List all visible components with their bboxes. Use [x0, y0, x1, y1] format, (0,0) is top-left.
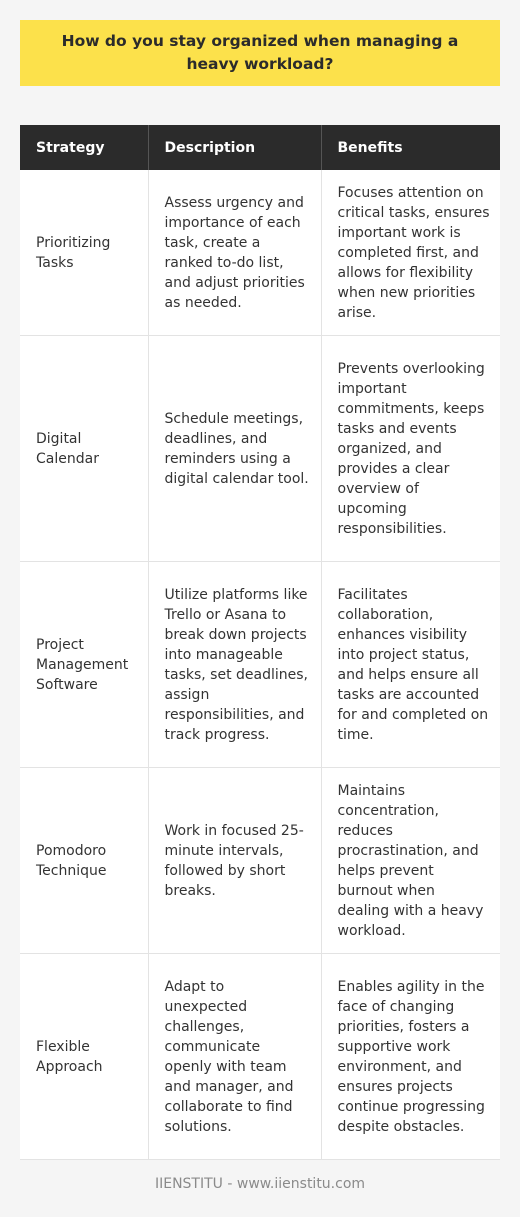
description-cell: Assess urgency and importance of each task, create a ranked to-do list, and adjust priorities as needed. — [148, 170, 321, 336]
table-row — [20, 954, 500, 1160]
strategy-cell: Flexible Approach — [20, 954, 148, 1160]
benefits-cell: Maintains concentration, reduces procrastination, and helps prevent burnout when dealing with a heavy workload. — [321, 768, 500, 954]
description-cell: Schedule meetings, deadlines, and reminders using a digital calendar tool. — [148, 336, 321, 562]
table-row — [20, 768, 500, 954]
benefits-cell: Facilitates collaboration, enhances visibility into project status, and helps ensure all tasks are accounted for and completed on time. — [321, 562, 500, 768]
description-cell: Work in focused 25-minute intervals, followed by short breaks. — [148, 768, 321, 954]
header-description: Description — [148, 125, 321, 170]
table-header-row — [20, 125, 500, 170]
description-cell: Adapt to unexpected challenges, communicate openly with team and manager, and collaborate to find solutions. — [148, 954, 321, 1160]
footer-credit: IIENSTITU - www.iienstitu.com — [154, 1176, 366, 1192]
benefits-cell: Enables agility in the face of changing priorities, fosters a supportive work environment, and ensures projects continue progressing despite obstacles. — [321, 954, 500, 1160]
table-row — [20, 336, 500, 562]
benefits-cell: Prevents overlooking important commitments, keeps tasks and events organized, and provides a clear overview of upcoming responsibilities. — [321, 336, 500, 562]
strategy-cell: Project Management Software — [20, 562, 148, 768]
benefits-cell: Focuses attention on critical tasks, ensures important work is completed first, and allows for flexibility when new priorities arise. — [321, 170, 500, 336]
header-benefits: Benefits — [321, 125, 500, 170]
title-banner — [20, 20, 500, 86]
table-row — [20, 170, 500, 336]
table-row — [20, 562, 500, 768]
strategy-cell: Prioritizing Tasks — [20, 170, 148, 336]
strategy-cell: Pomodoro Technique — [20, 768, 148, 954]
header-strategy: Strategy — [20, 125, 148, 170]
strategy-cell: Digital Calendar — [20, 336, 148, 562]
page-title: How do you stay organized when managing a heavy workload? — [61, 32, 459, 73]
strategy-table — [20, 125, 500, 1160]
description-cell: Utilize platforms like Trello or Asana to break down projects into manageable tasks, set deadlines, assign responsibilities, and track progress. — [148, 562, 321, 768]
